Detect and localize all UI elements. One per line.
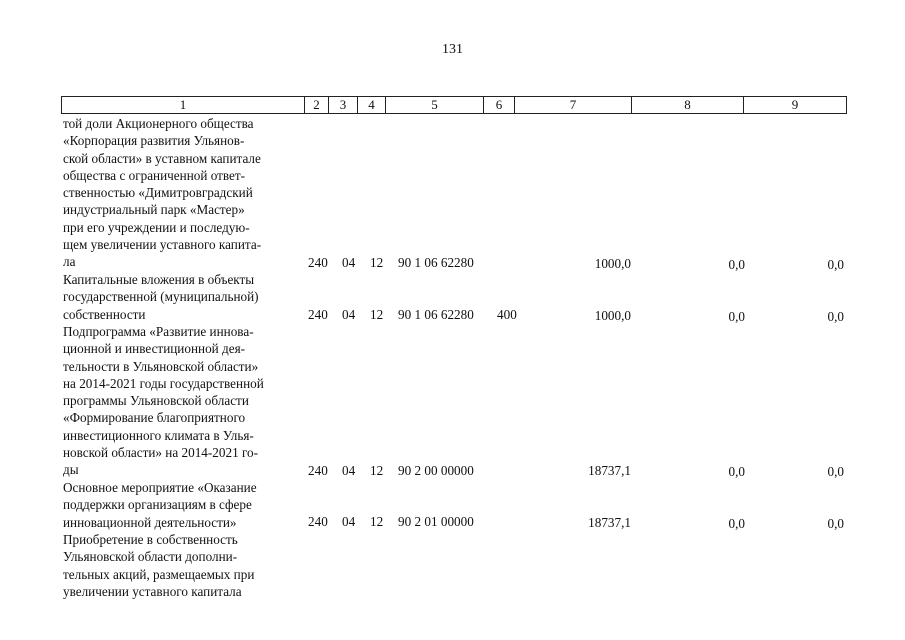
row-line: ционной и инвестиционной дея-	[63, 341, 246, 357]
row-line: Подпрограмма «Развитие иннова-	[63, 324, 254, 339]
header-col-9: 9	[744, 97, 847, 114]
row-line: собственности	[63, 306, 146, 322]
cell-section: 04	[342, 307, 356, 322]
cell-ministry: 240	[308, 514, 328, 529]
header-col-5: 5	[386, 97, 484, 114]
row-line: Ульяновской области дополни-	[63, 549, 238, 565]
cell-target-article: 90 2 01 00000	[398, 514, 474, 529]
row-line: инновационной деятельности»	[63, 514, 237, 530]
row-line: программы Ульяновской области	[63, 393, 249, 409]
page-number: 131	[442, 42, 463, 57]
cell-subsection: 12	[370, 514, 384, 529]
cell-amount-1: 18737,1	[588, 463, 631, 478]
cell-amount-3: 0,0	[827, 257, 844, 272]
cell-amount-1: 18737,1	[588, 515, 631, 530]
cell-expense-type: 400	[497, 307, 517, 322]
header-col-3: 3	[329, 97, 358, 114]
cell-amount-2: 0,0	[728, 257, 745, 272]
row-line: государственной (муниципальной)	[63, 289, 259, 305]
row-line: новской области» на 2014-2021 го-	[63, 445, 259, 461]
table-row-description	[63, 115, 304, 271]
row-line: ской области» в уставном капитале	[63, 150, 261, 166]
header-col-2: 2	[305, 97, 329, 114]
table-row-description	[63, 531, 304, 600]
cell-amount-3: 0,0	[827, 516, 844, 531]
cell-amount-2: 0,0	[728, 464, 745, 479]
row-line: Приобретение в собственность	[63, 532, 238, 547]
header-col-6: 6	[484, 97, 515, 114]
header-col-7: 7	[515, 97, 632, 114]
cell-section: 04	[342, 463, 356, 478]
row-line: ла	[63, 254, 76, 270]
cell-target-article: 90 1 06 62280	[398, 307, 474, 322]
cell-amount-3: 0,0	[827, 309, 844, 324]
table-row-description	[63, 323, 304, 479]
cell-subsection: 12	[370, 463, 384, 478]
cell-section: 04	[342, 255, 356, 270]
header-col-8: 8	[632, 97, 744, 114]
row-line: поддержки организациям в сфере	[63, 497, 252, 513]
row-line: общества с ограниченной ответ-	[63, 167, 246, 183]
cell-amount-2: 0,0	[728, 516, 745, 531]
cell-subsection: 12	[370, 255, 384, 270]
row-line: Основное мероприятие «Оказание	[63, 480, 257, 495]
table-row-description	[63, 479, 304, 531]
cell-target-article: 90 1 06 62280	[398, 255, 474, 270]
cell-ministry: 240	[308, 255, 328, 270]
header-col-4: 4	[358, 97, 386, 114]
row-line: индустриальный парк «Мастер»	[63, 202, 245, 218]
row-line: ды	[63, 462, 79, 478]
row-line: «Формирование благоприятного	[63, 410, 246, 426]
row-line: той доли Акционерного общества	[63, 116, 254, 131]
cell-target-article: 90 2 00 00000	[398, 463, 474, 478]
cell-ministry: 240	[308, 463, 328, 478]
row-line: инвестиционного климата в Улья-	[63, 427, 254, 443]
cell-amount-2: 0,0	[728, 309, 745, 324]
row-line: на 2014-2021 годы государственной	[63, 375, 264, 391]
row-line: увеличении уставного капитала	[63, 583, 242, 599]
row-line: ственностью «Димитровградский	[63, 185, 253, 201]
cell-amount-3: 0,0	[827, 464, 844, 479]
row-line: щем увеличении уставного капита-	[63, 237, 262, 253]
cell-subsection: 12	[370, 307, 384, 322]
cell-section: 04	[342, 514, 356, 529]
row-line: «Корпорация развития Ульянов-	[63, 133, 245, 149]
cell-ministry: 240	[308, 307, 328, 322]
row-line: при его учреждении и последую-	[63, 219, 250, 235]
header-col-1: 1	[62, 97, 305, 114]
table-row-description	[63, 271, 304, 323]
row-line: Капитальные вложения в объекты	[63, 272, 255, 287]
cell-amount-1: 1000,0	[594, 256, 631, 271]
cell-amount-1: 1000,0	[594, 308, 631, 323]
row-line: тельных акций, размещаемых при	[63, 566, 255, 582]
row-line: тельности в Ульяновской области»	[63, 358, 259, 374]
